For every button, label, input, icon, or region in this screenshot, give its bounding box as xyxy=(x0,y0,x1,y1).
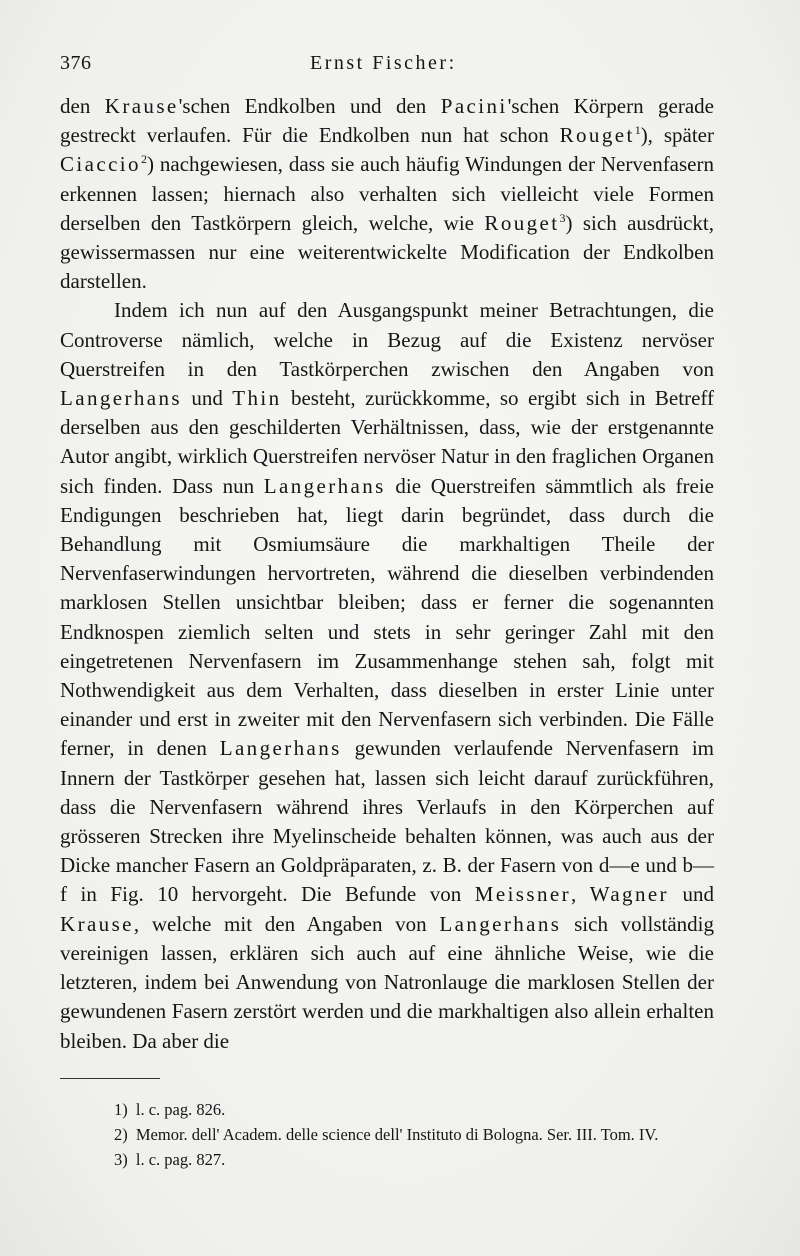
text-run: und xyxy=(181,386,233,411)
author-name: Wagner xyxy=(589,882,669,907)
author-name: Meissner xyxy=(474,882,571,907)
text-run: den xyxy=(60,94,105,118)
footnote xyxy=(60,1147,714,1172)
author-name: Langerhans xyxy=(439,911,562,936)
author-name: Rouget xyxy=(559,123,635,148)
footnote-text: l. c. pag. 826. xyxy=(135,1099,226,1119)
footnote-ref: 1 xyxy=(634,123,641,138)
text-run: ) nachgewiesen, dass sie auch häufig Windungen der Nervenfasern erkennen lassen; hiernach also verhalten sich vielleicht viele Formen derselben den Tastkörpern gleich, welche, wie xyxy=(60,152,714,235)
author-name: Thin xyxy=(232,386,282,411)
footnote-number: 1) xyxy=(114,1099,128,1119)
paragraph xyxy=(60,92,714,296)
paragraph xyxy=(60,296,714,1055)
author-name: Rouget xyxy=(484,210,560,235)
footnote-number: 3) xyxy=(114,1149,128,1169)
footnote xyxy=(60,1122,714,1147)
footnote xyxy=(60,1097,714,1122)
page-number: 376 xyxy=(60,52,92,74)
footnotes xyxy=(60,1097,714,1172)
footnote-number: 2) xyxy=(114,1124,128,1144)
page-header xyxy=(60,52,714,92)
body-text xyxy=(60,92,714,1056)
author-name: Krause xyxy=(104,94,179,118)
author-name: Langerhans xyxy=(263,473,386,498)
footnote-ref: 3 xyxy=(559,210,566,225)
text-run: , welche mit den Angaben von xyxy=(133,911,440,936)
author-name: Langerhans xyxy=(60,386,182,411)
author-name: Pacini xyxy=(440,94,508,118)
text-run: 'schen Endkolben und den xyxy=(178,94,441,118)
author-name: Ciaccio xyxy=(60,152,141,177)
footnote-text: Memor. dell' Academ. delle science dell' Instituto di Bologna. Ser. III. Tom. IV. xyxy=(135,1124,659,1144)
text-run: ) sich ausdrückt, gewissermassen nur eine weiterentwickelte Modification der Endkolben darstellen. xyxy=(60,210,715,294)
author-name: Krause xyxy=(60,911,134,936)
text-run: besteht, zurückkomme, so ergibt sich in Betreff derselben aus den geschilderten Verhältnissen, dass, wie der erstgenannte Autor angibt, wirklich Querstreifen nervöser Natur in den fraglichen Organen sich finden. Dass nun xyxy=(60,386,714,498)
footnote-text: l. c. pag. 827. xyxy=(135,1149,226,1169)
text-run: und xyxy=(668,882,715,907)
text-run: ), später xyxy=(640,123,714,148)
text-run: 'schen Körpern gerade gestreckt verlaufen. Für die Endkolben nun hat schon xyxy=(60,94,714,148)
footnote-ref: 2 xyxy=(140,152,147,167)
text-run: die Querstreifen sämmtlich als freie Endigungen beschrieben hat, liegt darin begründet, dass durch die Behandlung mit Osmiumsäure die markhaltigen Theile der Nervenfaserwindungen hervortreten, während die dieselben verbindenden marklosen Stellen unsichtbar bleiben; dass er ferner die sogenannten Endknospen ziemlich selten und stets in sehr geringer Zahl mit den eingetretenen Nervenfasern im Zusammenhange stehen sah, folgt mit Nothwendigkeit aus dem Verhalten, dass dieselben in erster Linie unter einander und erst in zweiter mit den Nervenfasern sich verbinden. Die Fälle ferner, in denen xyxy=(60,473,714,761)
running-title: Ernst Fischer: xyxy=(310,52,457,74)
author-name: Langerhans xyxy=(219,736,342,761)
text-run: gewunden verlaufende Nervenfasern im Innern der Tastkörper gesehen hat, lassen sich leicht darauf zurückführen, dass die Nervenfasern während ihres Verlaufs in den Körperchen auf grösseren Strecken ihre Myelinscheide behalten können, was auch aus der Dicke mancher Fasern an Goldpräparaten, z. B. der Fasern von d—e und b—f in Fig. 10 hervorgeht. Die Befunde von xyxy=(60,736,714,907)
text-run: sich vollständig vereinigen lassen, erklären sich auch auf eine ähnliche Weise, wie die letzteren, indem bei Anwendung von Natronlauge die marklosen Stellen der gewundenen Fasern zerstört werden und die markhaltigen also allein erhalten bleiben. Da aber die xyxy=(60,911,714,1053)
text-run: , xyxy=(570,882,590,907)
text-run: Indem ich nun auf den Ausgangspunkt meiner Betrachtungen, die Controverse nämlich, welche in Bezug auf die Existenz nervöser Querstreifen in den Tastkörperchen zwischen den Angaben von xyxy=(60,298,714,381)
footnote-divider xyxy=(60,1078,160,1079)
